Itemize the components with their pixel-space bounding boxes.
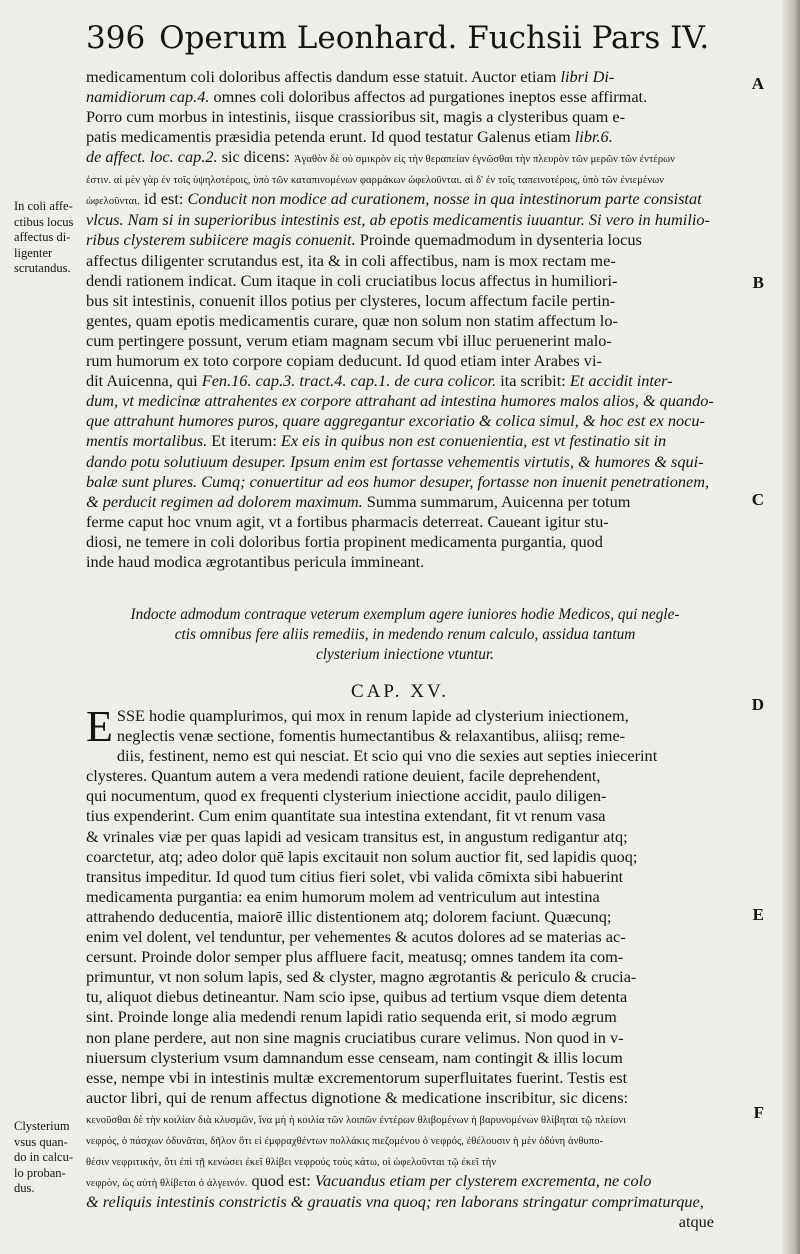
text-line: cersunt. Proinde dolor semper plus affluere facit, meatusq; omnes tandem ita com- <box>86 947 624 967</box>
text-line: inde haud modica ægrotantibus pericula immineant. <box>86 551 425 571</box>
text-line: vsus quan- <box>14 1134 68 1149</box>
text-line: ὠφελοῦνται. id est: Conducit non modice ad curationem, nosse in qua intestinorum parte consistat <box>86 189 702 209</box>
text-line: tius expenderint. Cum enim quantitate sua intestina extendant, fit vt renum vasa <box>86 806 606 826</box>
text-line: medicamenta purgantia: ea enim humorum molem ad ventriculum aut intestina <box>86 886 600 906</box>
text-line: Clysterium <box>14 1119 70 1133</box>
text-line: do in calcu- <box>14 1150 74 1164</box>
text-line: diis, festinent, nemo est qui nesciat. Et scio qui vno die sexies aut septies iniecerint <box>116 746 658 766</box>
catchword: atque <box>678 1211 714 1231</box>
text-line: mentis mortalibus. Et iterum: Ex eis in quibus non est conuenientia, est vt festinatio sit in <box>86 431 667 451</box>
text-line: dendi rationem indicat. Cum itaque in coli cruciatibus locus affectus in humiliori- <box>86 270 618 290</box>
section-letter-c: C <box>751 490 764 509</box>
text-line: dit Auicenna, qui Fen.16. cap.3. tract.4. cap.1. de cura colicor. ita scribit: Et accidit inter- <box>86 371 673 391</box>
chapter-summary <box>96 605 714 665</box>
text-line: balæ sunt plures. Cumq; conuertitur ad eos humor desuper, fortasse non inuenit penetrationem, <box>86 471 710 491</box>
text-line: primuntur, vt non solum lapis, sed & clyster, magno ægrotantis & periculo & crucia- <box>86 967 637 987</box>
running-header <box>86 18 726 58</box>
text-line: SSE hodie quamplurimos, qui mox in renum lapide ad clysterium iniectionem, <box>116 706 629 725</box>
text-line: niuersum clysterium vsum damnandum esse censeam, nam contingit & illis locum <box>86 1047 623 1067</box>
text-line: rum humorum ex toto corpore copiam deducunt. Id quod etiam inter Arabes vi- <box>86 351 602 371</box>
text-line: Indocte admodum contraque veterum exemplum agere iuniores hodie Medicos, qui negle- <box>130 606 680 623</box>
text-line: κενοῦσθαι δὲ τὴν κοιλίαν διὰ κλυσμῶν, ἵνα μὴ ἡ κοιλία τῶν λοιπῶν ἐντέρων θλιβομένων ἡ βαρυνομένων θλίβηται τῷ πλείονι <box>86 1114 627 1126</box>
text-line: non plane perdere, aut non sine magnis cruciatibus curare velimus. Non quod in v- <box>86 1027 624 1047</box>
text-line: ἐστιν. αἱ μὲν γὰρ ἐν τοῖς ὑψηλοτέροις, ὑπὸ τῶν καταπινομένων φαρμάκων ὠφελοῦνται. αἱ δ' ἐν τοῖς ταπεινοτέροις, ὑπὸ τῶν ἐνιεμένων <box>86 175 665 187</box>
text-line: affectus di- <box>14 230 71 244</box>
text-line: transitus impeditur. Id quod tum citius fieri solet, vbi valida cōmixta sibi habuerint <box>86 866 624 886</box>
text-line: cum pertingere possunt, verum etiam magnam secum vbi illuc peruenerint malo- <box>86 330 612 350</box>
text-line: & vrinales viæ per quas lapidi ad vesicam transitus est, in angustum redigantur atq; <box>86 826 628 846</box>
text-line: namidiorum cap.4. omnes coli doloribus affectos ad purgationes ineptos esse affirmat. <box>86 87 648 107</box>
text-line: neglectis venæ sectione, fomentis humectantibus & relaxantibus, aliisq; reme- <box>116 726 626 746</box>
text-line: sint. Proinde longe alia medendi renum lapidi ratio sequenda erit, si modo ægrum <box>86 1007 617 1027</box>
text-line: diosi, ne temere in coli doloribus fortia propinent medicamenta purgantia, quod <box>86 531 603 551</box>
section-letter-d: D <box>751 695 764 714</box>
text-line: dus. <box>14 1181 35 1195</box>
text-line: bus sit intestinis, conuenit illos potius per clysteres, locum affectum facile pertin- <box>86 290 616 310</box>
text-line: enim vel dolent, vel tenduntur, per vehementes & acutos dolores ad se materias ac- <box>86 927 626 947</box>
text-line: scrutandus. <box>14 261 71 275</box>
text-line: que attrahunt humores puros, quare aggregantur excoriatio & colica simul, & hoc est ex nocu- <box>86 411 705 431</box>
text-line: dum, vt medicinæ attrahentes ex corpore attrahant ad intestina humores malos alios, & quando- <box>86 391 714 411</box>
text-line: dando potu solutiuum desuper. Ipsum enim est fortasse vehementis virtutis, & humores & squi- <box>86 451 704 471</box>
section-letter-f: F <box>753 1103 764 1122</box>
text-line: vlcus. Nam si in superioribus intestinis est, ab epotis medicamentis iuuantur. Si vero in humilio- <box>86 210 710 230</box>
page-number: 396 <box>86 20 146 56</box>
text-line: gentes, quam epotis medicamentis curare, quæ non solum non statim affectum lo- <box>86 310 618 330</box>
running-title: Operum Leonhard. Fuchsii Pars IV. <box>159 20 710 56</box>
text-line: lo proban- <box>14 1165 66 1180</box>
text-line: medicamentum coli doloribus affectis dandum esse statuit. Auctor etiam libri Di- <box>86 67 615 86</box>
text-line: esse, nempe vbi in intestinis multæ excrementorum superfluitates fuerint. Testis est <box>86 1067 628 1087</box>
text-line: Porro cum morbus in intestinis, iisque crassioribus sit, magis a clysteribus quam e- <box>86 107 626 127</box>
text-line: νεφρὸν, ὡς αὐτὴ θλίβεται ὁ ἀλγεινόν. quod est: Vacuandus etiam per clysterem excrementa, ne colo <box>86 1170 652 1190</box>
text-line: ligenter <box>14 245 53 260</box>
text-line: In coli affe- <box>14 199 73 213</box>
text-line: & reliquis intestinis constrictis & grauatis vna quoq; ren laborans stringatur comprimaturque, <box>86 1191 704 1211</box>
margin-note-locus-affectus <box>14 199 88 277</box>
text-line: de affect. loc. cap.2. sic dicens: Ἀγαθὸν δὲ οὐ σμικρὸν εἰς τὴν θεραπείαν ἐγνῶσθαι τὴν πλευρὸν τῶν μερῶν τῶν ἐντέρων <box>86 147 676 167</box>
section-letter-e: E <box>752 905 764 924</box>
text-line: θέσιν νεφριτικὴν, ὅτι ἐπὶ τῇ κενώσει ἐκεῖ θλίβει νεφρούς τοὺς κάτω, οἱ ὠφελοῦνται τῷ ἐκεῖ τὴν <box>86 1156 497 1168</box>
text-line: ribus clysterem subiicere magis conuenit. Proinde quemadmodum in dysenteria locus <box>86 230 642 250</box>
body-text-block-1 <box>86 67 714 572</box>
text-line: clysteres. Quantum autem a vera medendi ratione deuient, facile deprehendent, <box>86 766 601 786</box>
text-line: qui nocumentum, quod ex frequenti clysterium iniectione accidit, paulo diligen- <box>86 786 607 806</box>
text-line: clysterium iniectione vtuntur. <box>316 646 494 663</box>
chapter-body-lines <box>86 702 714 1212</box>
text-line: ferme caput hoc vnum agit, vt a fortibus pharmacis deterreat. Caueant igitur stu- <box>86 511 609 531</box>
text-line: affectus diligenter scrutandus est, ita & in coli affectibus, nam is mox rectam me- <box>86 250 616 270</box>
text-line: tu, aliquot diebus detineantur. Nam scio ipse, quibus ad tertium vsque diem detenta <box>86 987 628 1007</box>
text-line: attrahendo deducentia, maiorē illic distentionem atq; dolorem faciunt. Quæcunq; <box>86 906 612 926</box>
page-gutter-shadow <box>782 0 800 1254</box>
body-text-block-2 <box>86 702 714 1232</box>
text-line: patis medicamentis præsidia petenda erunt. Id quod testatur Galenus etiam libr.6. <box>86 127 613 147</box>
section-letter-a: A <box>751 74 764 93</box>
text-line: ctis omnibus fere aliis remediis, in medendo renum calculo, assidua tantum <box>174 626 636 643</box>
margin-note-clysterium-usus <box>14 1119 88 1197</box>
text-line: coarctetur, atq; adeo dolor quē lapis excitauit non solum auctior fit, sed lapidis quoq; <box>86 846 638 866</box>
section-letter-b: B <box>752 273 764 292</box>
chapter-heading: CAP. XV. <box>350 681 450 702</box>
text-line: & perducit regimen ad dolorem maximum. Summa summarum, Auicenna per totum <box>86 491 631 511</box>
text-line: νεφρός, ὁ πάσχων ὀδυνᾶται, δῆλον ὅτι εἰ ἐμφραχθέντων πολλάκις πιεζομένου ὁ νεφρός, ἐθέλουσιν ἡ μὲν ὀδύνη ἀνθυπο- <box>86 1135 604 1147</box>
text-line: ctibus locus <box>14 214 74 229</box>
text-line: auctor libri, qui de renum affectus dignotione & medicatione inscribitur, sic dicens: <box>86 1087 629 1107</box>
drop-capital: E <box>86 702 113 751</box>
